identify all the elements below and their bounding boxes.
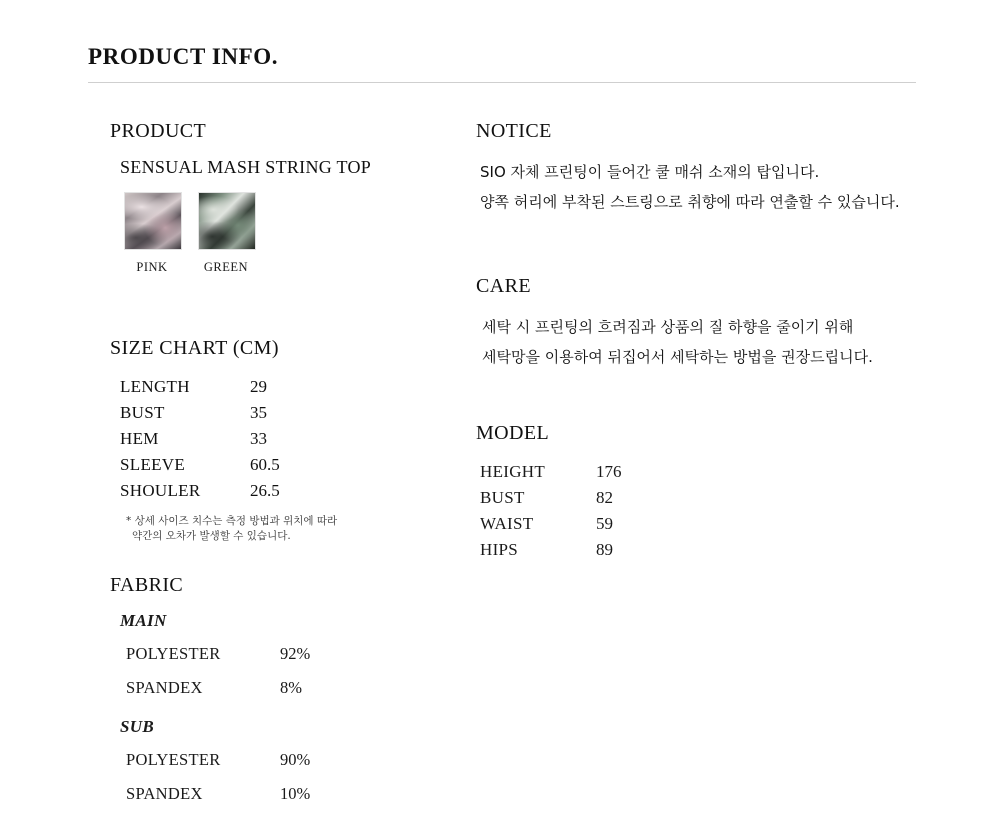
product-section [110, 120, 450, 275]
care-line-1: 세탁 시 프린팅의 흐려짐과 상품의 질 하향을 줄이기 위해 [482, 318, 854, 336]
color-option-green[interactable] [198, 192, 254, 275]
pink-fabric-swatch-icon [124, 192, 182, 250]
size-note-line-2: 약간의 오차가 발생할 수 있습니다. [132, 530, 291, 542]
fabric-label: POLYESTER [126, 750, 221, 769]
size-value: 26.5 [250, 481, 280, 500]
model-row [480, 511, 926, 537]
care-body [482, 312, 926, 372]
fabric-value: 90% [280, 750, 311, 769]
size-label: HEM [120, 429, 159, 448]
green-fabric-swatch-icon [198, 192, 256, 250]
color-option-pink[interactable] [124, 192, 180, 275]
model-row [480, 537, 926, 563]
fabric-value: 92% [280, 644, 311, 663]
fabric-label: SPANDEX [126, 678, 203, 697]
model-label: BUST [480, 488, 525, 507]
size-label: SLEEVE [120, 455, 186, 474]
size-value: 35 [250, 403, 267, 422]
model-label: HEIGHT [480, 462, 546, 481]
size-note-line-1: * 상세 사이즈 치수는 측정 방법과 위치에 따라 [126, 515, 338, 527]
size-note [126, 514, 450, 544]
fabric-value: 10% [280, 784, 311, 803]
size-value: 29 [250, 377, 267, 396]
size-chart-heading: SIZE CHART (CM) [110, 337, 279, 359]
size-label: BUST [120, 403, 165, 422]
size-label: SHOULER [120, 481, 201, 500]
notice-heading: NOTICE [476, 120, 552, 142]
product-name: SENSUAL MASH STRING TOP [120, 157, 372, 177]
care-section [476, 275, 926, 372]
page-title: PRODUCT INFO. [88, 44, 279, 69]
size-chart-section [110, 337, 450, 544]
color-swatch-list [124, 192, 450, 275]
model-table [480, 459, 926, 563]
fabric-group-title: MAIN [120, 611, 167, 630]
fabric-heading: FABRIC [110, 574, 184, 596]
model-label: WAIST [480, 514, 534, 533]
notice-section [476, 120, 926, 217]
fabric-label: POLYESTER [126, 644, 221, 663]
notice-line-1: SIO 자체 프린팅이 들어간 쿨 매쉬 소재의 탑입니다. [480, 163, 820, 181]
notice-line-2: 양쪽 허리에 부착된 스트링으로 취향에 따라 연출할 수 있습니다. [480, 193, 900, 211]
fabric-value: 8% [280, 678, 302, 697]
size-row [120, 374, 450, 400]
color-label-pink: PINK [136, 260, 168, 274]
model-value: 89 [596, 540, 613, 559]
fabric-section [110, 574, 450, 811]
model-section [476, 422, 926, 563]
size-value: 60.5 [250, 455, 280, 474]
fabric-group-main [110, 611, 450, 705]
model-value: 176 [596, 462, 622, 481]
size-row [120, 400, 450, 426]
size-row [120, 426, 450, 452]
fabric-row [126, 671, 450, 705]
product-heading: PRODUCT [110, 120, 207, 142]
left-column [110, 120, 450, 811]
model-value: 59 [596, 514, 613, 533]
size-value: 33 [250, 429, 267, 448]
fabric-group-title: SUB [120, 717, 154, 736]
notice-body [480, 157, 926, 217]
model-row [480, 459, 926, 485]
care-heading: CARE [476, 275, 531, 297]
right-column [476, 120, 926, 563]
model-label: HIPS [480, 540, 519, 559]
care-line-2: 세탁망을 이용하여 뒤집어서 세탁하는 방법을 권장드립니다. [482, 348, 873, 366]
fabric-group-sub [110, 717, 450, 811]
size-row [120, 452, 450, 478]
model-heading: MODEL [476, 422, 550, 444]
fabric-row [126, 743, 450, 777]
fabric-row [126, 777, 450, 811]
fabric-label: SPANDEX [126, 784, 203, 803]
fabric-row [126, 637, 450, 671]
model-value: 82 [596, 488, 613, 507]
title-divider [88, 82, 916, 83]
size-label: LENGTH [120, 377, 190, 396]
model-row [480, 485, 926, 511]
color-label-green: GREEN [203, 260, 249, 274]
size-chart-table [120, 374, 450, 504]
size-row [120, 478, 450, 504]
